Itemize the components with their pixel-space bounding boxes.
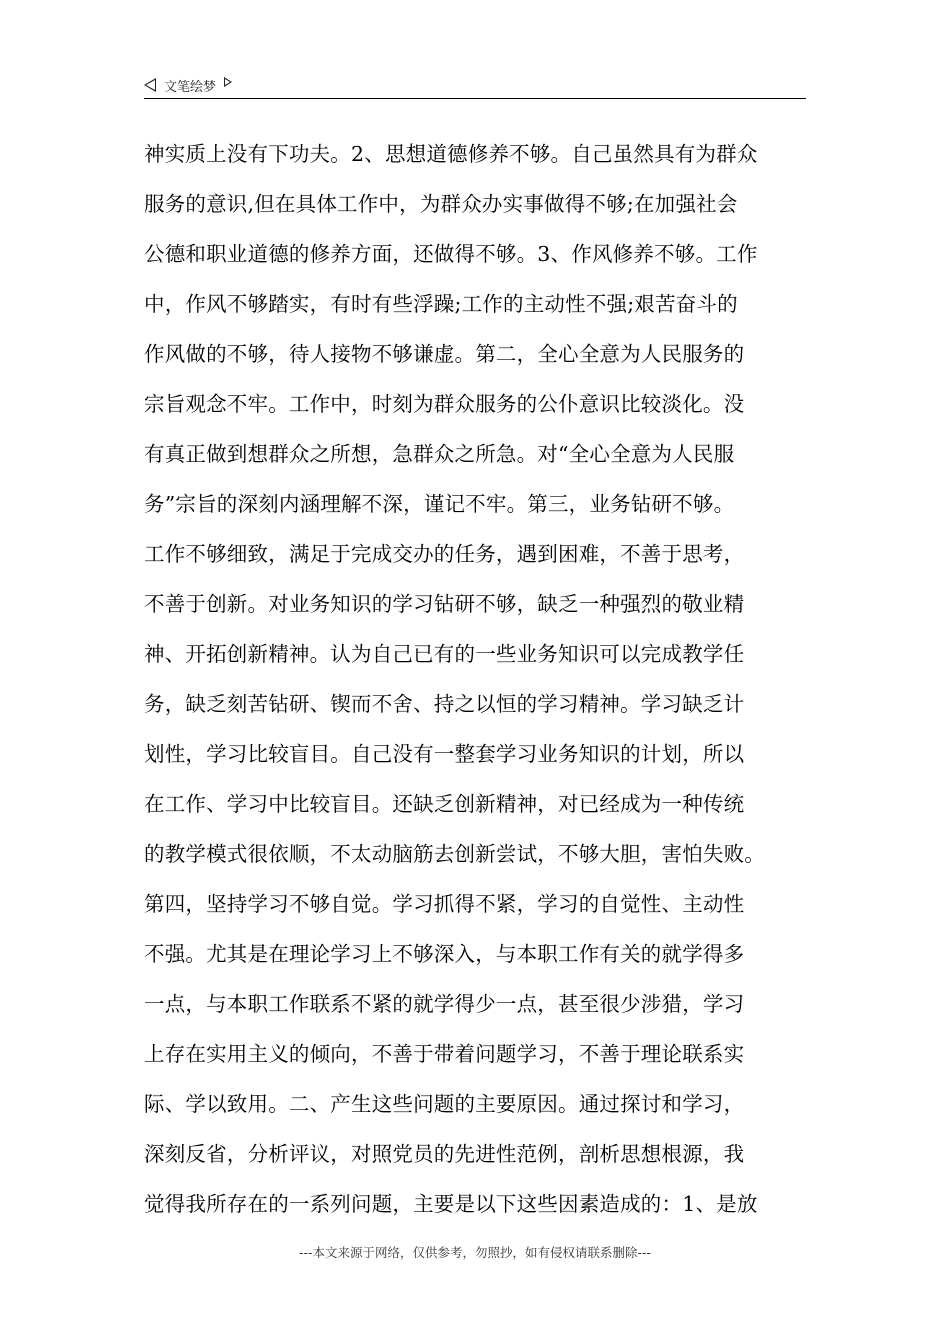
body-line: 不善于创新。对业务知识的学习钻研不够，缺乏一种强烈的敬业精: [144, 592, 745, 616]
triangle-right-icon: [224, 77, 232, 87]
body-line: 不强。尤其是在理论学习上不够深入，与本职工作有关的就学得多: [144, 942, 745, 966]
body-line: 际、学以致用。二、产生这些问题的主要原因。通过探讨和学习，: [144, 1092, 745, 1116]
body-line: 宗旨观念不牢。工作中，时刻为群众服务的公仆意识比较淡化。没: [144, 392, 745, 416]
body-line: 服务的意识,但在具体工作中，为群众办实事做得不够;在加强社会: [144, 192, 738, 216]
header-brand-label: 文笔绘梦: [164, 79, 217, 95]
body-line: 觉得我所存在的一系列问题，主要是以下这些因素造成的：1、是放: [144, 1192, 758, 1216]
body-line: 神实质上没有下功夫。2、思想道德修养不够。自己虽然具有为群众: [144, 142, 758, 166]
body-line: 有真正做到想群众之所想，急群众之所急。对“全心全意为人民服: [144, 442, 735, 466]
body-line: 公德和职业道德的修养方面，还做得不够。3、作风修养不够。工作: [144, 242, 758, 266]
body-line: 神、开拓创新精神。认为自己已有的一些业务知识可以完成教学任: [144, 642, 745, 666]
body-line: 第四，坚持学习不够自觉。学习抓得不紧，学习的自觉性、主动性: [144, 892, 745, 916]
body-line: 中，作风不够踏实，有时有些浮躁;工作的主动性不强;艰苦奋斗的: [144, 292, 738, 316]
body-line: 上存在实用主义的倾向，不善于带着问题学习，不善于理论联系实: [144, 1042, 745, 1066]
body-line: 一点，与本职工作联系不紧的就学得少一点，甚至很少涉猎，学习: [144, 992, 745, 1016]
body-line: 的教学模式很依顺，不太动脑筋去创新尝试，不够大胆，害怕失败。: [144, 842, 765, 866]
body-line: 务”宗旨的深刻内涵理解不深，谨记不牢。第三，业务钻研不够。: [144, 492, 735, 516]
body-line: 务，缺乏刻苦钻研、锲而不舍、持之以恒的学习精神。学习缺乏计: [144, 692, 745, 716]
header-brand: [144, 74, 232, 96]
body-line: 作风做的不够，待人接物不够谦虚。第二，全心全意为人民服务的: [144, 342, 745, 366]
footer-disclaimer: ---本文来源于网络，仅供参考，勿照抄，如有侵权请联系删除---: [298, 1245, 652, 1260]
body-line: 划性，学习比较盲目。自己没有一整套学习业务知识的计划，所以: [144, 742, 745, 766]
body-line: 深刻反省，分析评议，对照党员的先进性范例，剖析思想根源，我: [144, 1142, 745, 1166]
document-body: [144, 132, 816, 1232]
page-header: [144, 74, 806, 99]
body-line: 工作不够细致，满足于完成交办的任务，遇到困难，不善于思考，: [144, 542, 745, 566]
triangle-left-icon: [144, 78, 156, 92]
body-line: 在工作、学习中比较盲目。还缺乏创新精神，对已经成为一种传统: [144, 792, 745, 816]
